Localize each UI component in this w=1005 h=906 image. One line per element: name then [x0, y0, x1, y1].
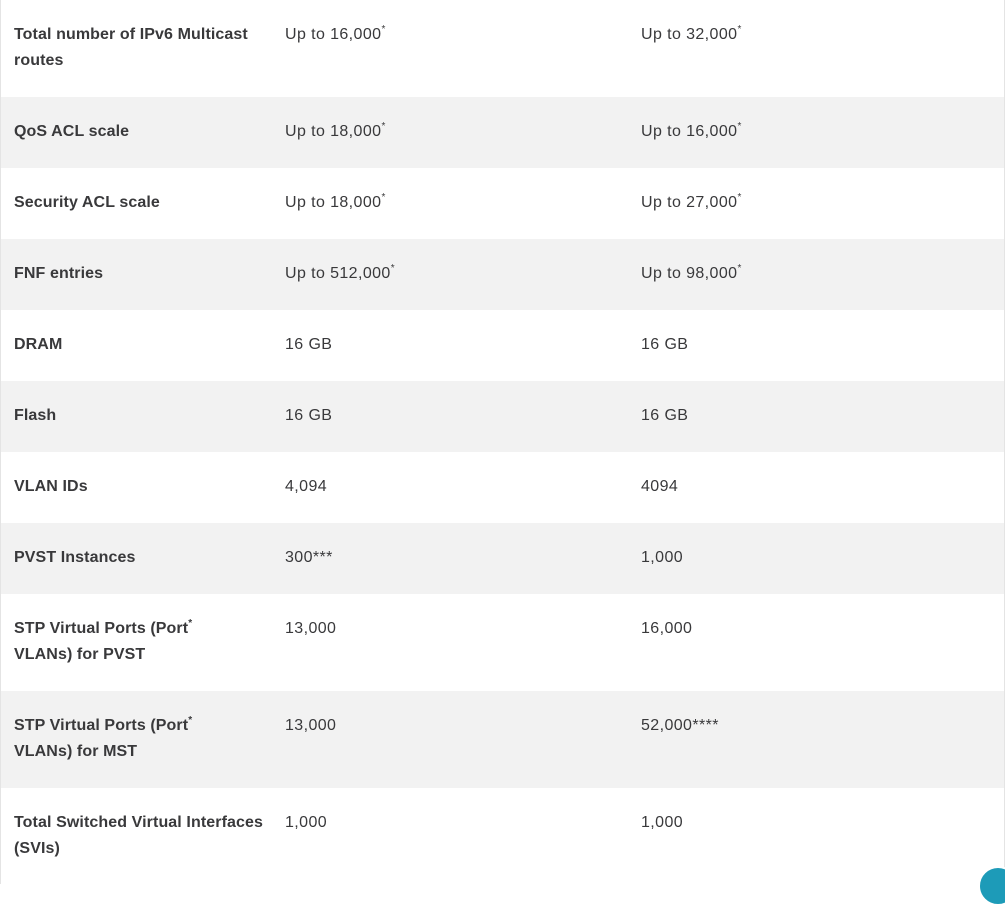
value-cell — [272, 97, 628, 168]
feature-cell — [1, 239, 272, 310]
value-cell — [628, 788, 1004, 884]
footnote-mark: * — [188, 714, 193, 726]
value-text: 1,000 — [285, 814, 328, 831]
footnote-mark: * — [381, 120, 386, 132]
value-cell — [272, 523, 628, 594]
value-cell — [628, 239, 1004, 310]
value-cell — [628, 310, 1004, 381]
footnote-mark: * — [381, 191, 386, 203]
feature-label: QoS ACL scale — [14, 123, 130, 140]
feature-cell — [1, 168, 272, 239]
footnote-mark: * — [381, 23, 386, 35]
value-cell — [272, 168, 628, 239]
feature-label: DRAM — [14, 336, 63, 353]
footnote-mark: * — [737, 120, 742, 132]
value-cell — [272, 452, 628, 523]
feature-cell — [1, 310, 272, 381]
feature-cell — [1, 788, 272, 884]
value-cell — [628, 97, 1004, 168]
table-row — [1, 523, 1004, 594]
feature-cell — [1, 452, 272, 523]
value-text: Up to 16,000 — [641, 123, 738, 140]
value-text: 16 GB — [285, 407, 333, 424]
value-cell — [272, 381, 628, 452]
footnote-mark: * — [737, 191, 742, 203]
table-row — [1, 381, 1004, 452]
value-text: 4094 — [641, 478, 679, 495]
value-text: Up to 18,000 — [285, 123, 382, 140]
value-text: 1,000 — [641, 549, 684, 566]
value-cell — [628, 452, 1004, 523]
value-text: 13,000 — [285, 620, 337, 637]
feature-label: Flash — [14, 407, 57, 424]
footnote-mark: * — [188, 617, 193, 629]
value-text: 1,000 — [641, 814, 684, 831]
feature-cell — [1, 381, 272, 452]
value-text: Up to 27,000 — [641, 194, 738, 211]
value-cell — [272, 788, 628, 884]
table-row — [1, 788, 1004, 884]
table-row — [1, 168, 1004, 239]
value-text: 16 GB — [641, 407, 689, 424]
feature-cell — [1, 523, 272, 594]
value-cell — [272, 310, 628, 381]
table-row — [1, 310, 1004, 381]
value-text: 16,000 — [641, 620, 693, 637]
table-row — [1, 0, 1004, 97]
value-text: Up to 18,000 — [285, 194, 382, 211]
value-cell — [272, 0, 628, 97]
value-cell — [628, 523, 1004, 594]
feature-cell — [1, 594, 272, 691]
value-text: Up to 32,000 — [641, 26, 738, 43]
feature-cell — [1, 97, 272, 168]
feature-label: Total number of IPv6 Multicast routes — [14, 26, 248, 69]
value-cell — [628, 168, 1004, 239]
feature-label: VLAN IDs — [14, 478, 88, 495]
value-cell — [272, 594, 628, 691]
feature-label: FNF entries — [14, 265, 104, 282]
footnote-mark: * — [737, 262, 742, 274]
value-text: Up to 16,000 — [285, 26, 382, 43]
feature-label: Security ACL scale — [14, 194, 160, 211]
feature-label: STP Virtual Ports (Port — [14, 717, 189, 734]
feature-cell — [1, 0, 272, 97]
value-text: 16 GB — [641, 336, 689, 353]
value-text: 16 GB — [285, 336, 333, 353]
value-cell — [272, 691, 628, 788]
value-text: 4,094 — [285, 478, 328, 495]
feature-label: Total Switched Virtual Interfaces (SVIs) — [14, 814, 263, 857]
feature-label: VLANs) for PVST — [14, 646, 146, 663]
value-text: 300*** — [285, 549, 333, 566]
value-text: 52,000**** — [641, 717, 719, 734]
feature-label: PVST Instances — [14, 549, 136, 566]
value-text: Up to 98,000 — [641, 265, 738, 282]
table-row — [1, 239, 1004, 310]
value-cell — [272, 239, 628, 310]
value-cell — [628, 0, 1004, 97]
footnote-mark: * — [737, 23, 742, 35]
value-text: Up to 512,000 — [285, 265, 391, 282]
table-row — [1, 452, 1004, 523]
value-cell — [628, 594, 1004, 691]
feature-label: VLANs) for MST — [14, 743, 138, 760]
value-cell — [628, 691, 1004, 788]
table-row — [1, 594, 1004, 691]
floating-action-button[interactable] — [978, 866, 1005, 906]
footnote-mark: * — [390, 262, 396, 274]
feature-label: STP Virtual Ports (Port — [14, 620, 189, 637]
value-text: 13,000 — [285, 717, 337, 734]
feature-cell — [1, 691, 272, 788]
table-row — [1, 691, 1004, 788]
table-row — [1, 97, 1004, 168]
value-cell — [628, 381, 1004, 452]
